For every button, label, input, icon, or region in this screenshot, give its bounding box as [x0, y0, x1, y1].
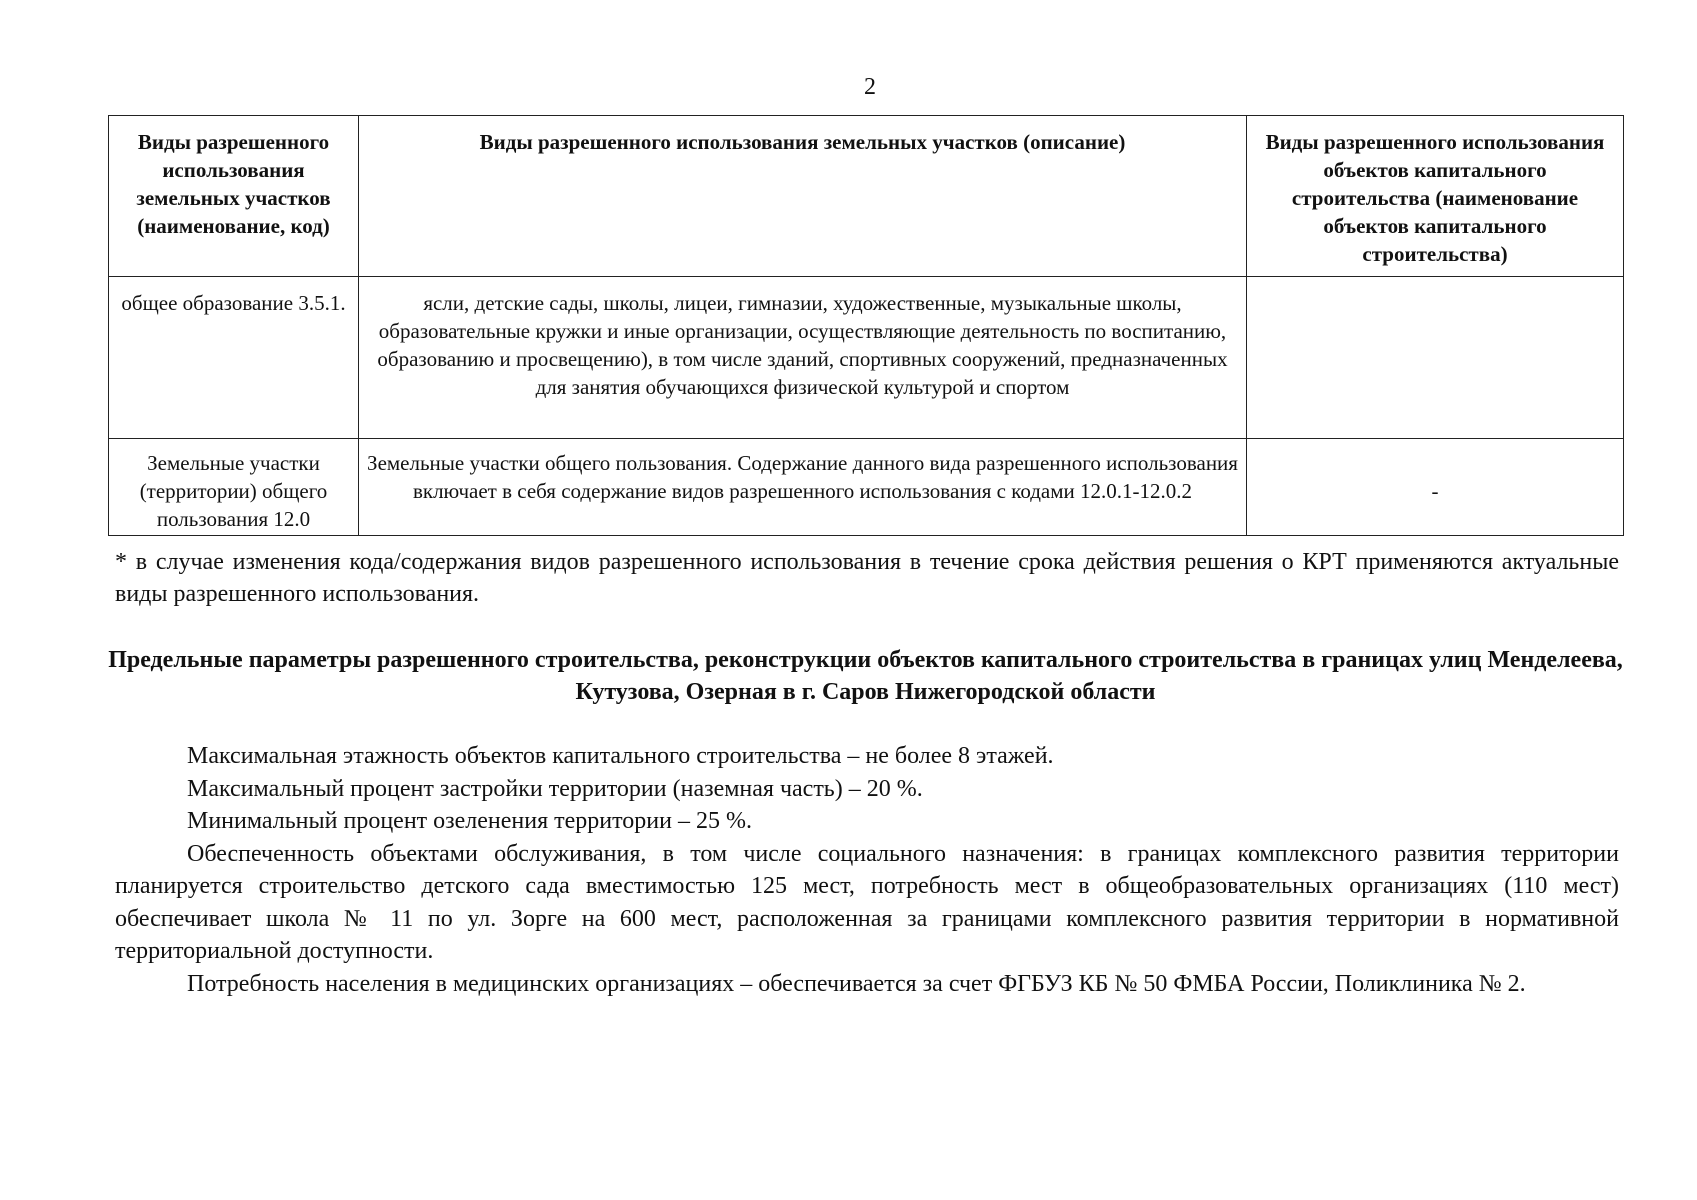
cell-use-description: Земельные участки общего пользования. Содержание данного вида разрешенного использования включает в себя содержание видов разрешенного использования с кодами 12.0.1-12.0.2	[359, 439, 1247, 536]
paragraph-max-floors: Максимальная этажность объектов капитального строительства – не более 8 этажей.	[187, 743, 1054, 769]
paragraph-min-greening: Минимальный процент озеленения территории – 25 %.	[187, 808, 752, 834]
table-header-row	[109, 116, 1624, 277]
table-row	[109, 439, 1624, 536]
header-use-name: Виды разрешенного использования земельных участков (наименование, код)	[109, 116, 359, 277]
cell-capital-objects	[1247, 277, 1624, 439]
paragraph-max-coverage: Максимальный процент застройки территории (наземная часть) – 20 %.	[187, 775, 923, 802]
parameters-text	[115, 740, 1619, 1000]
table-row	[109, 277, 1624, 439]
section-title: Предельные параметры разрешенного строительства, реконструкции объектов капитального строительства в границах улиц Менделеева, Кутузова, Озерная в г. Саров Нижегородской области	[108, 647, 1623, 705]
cell-use-name: Земельные участки (территории) общего пользования 12.0	[109, 439, 359, 536]
page-number: 2	[864, 74, 876, 100]
cell-use-description: ясли, детские сады, школы, лицеи, гимназии, художественные, музыкальные школы, образовательные кружки и иные организации, осуществляющие деятельность по воспитанию, образованию и просвещению), в том числе зданий, спортивных сооружений, предназначенных для занятия обучающихся физической культурой и спортом	[359, 277, 1247, 439]
cell-use-name: общее образование 3.5.1.	[109, 277, 359, 439]
footnote: * в случае изменения кода/содержания видов разрешенного использования в течение срока действия решения о КРТ применяются актуальные виды разрешенного использования.	[115, 549, 1619, 607]
cell-capital-objects: -	[1247, 439, 1624, 536]
paragraph-medical: Потребность населения в медицинских организациях – обеспечивается за счет ФГБУЗ КБ № 50 ФМБА России, Поликлиника № 2.	[187, 970, 1526, 997]
header-capital-objects: Виды разрешенного использования объектов капитального строительства (наименование объектов капитального строительства)	[1247, 116, 1624, 277]
paragraph-services: Обеспеченность объектами обслуживания, в том числе социального назначения: в границах комплексного развития территории планируется строительство детского сада вместимостью 125 мест, потребность мест в общеобразовательных организациях (110 мест) обеспечивает школа № 11 по ул. Зорге на 600 мест, расположенная за границами комплексного развития территории в нормативной территориальной доступности.	[115, 840, 1619, 964]
header-use-description: Виды разрешенного использования земельных участков (описание)	[359, 116, 1247, 277]
land-use-table	[108, 115, 1624, 536]
